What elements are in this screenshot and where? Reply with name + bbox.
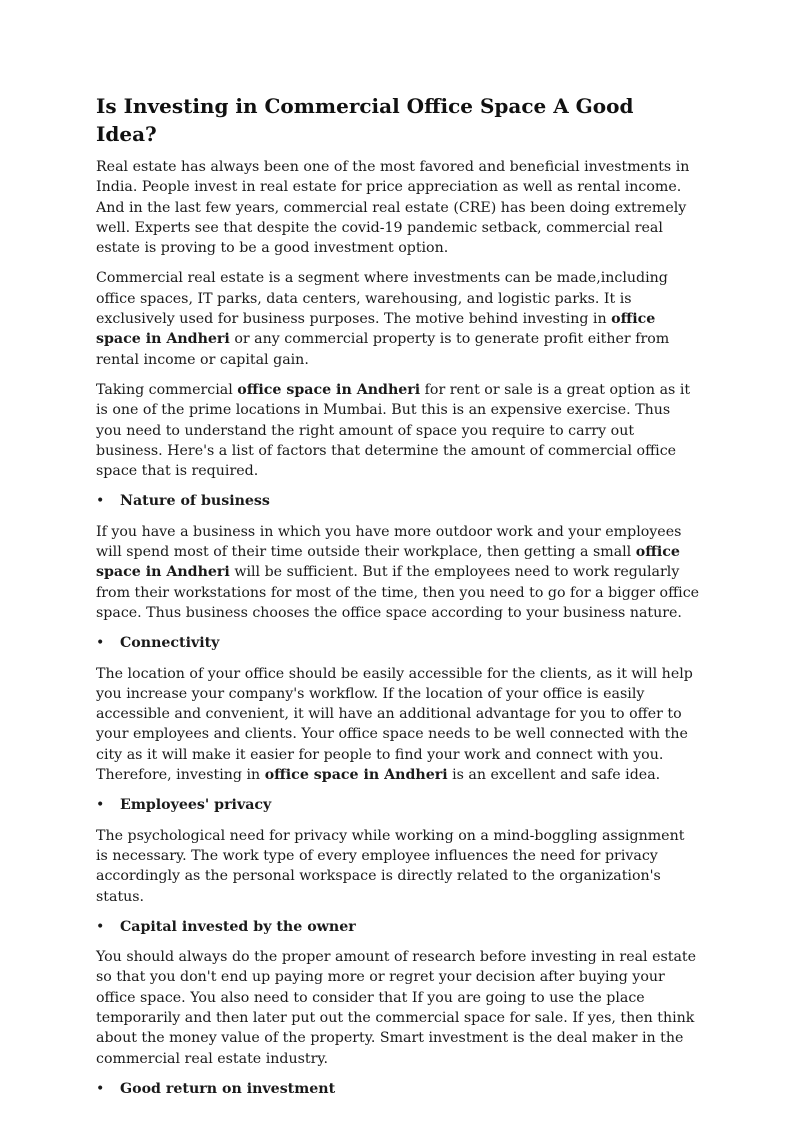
text-run: is an excellent and safe idea. <box>447 767 661 784</box>
paragraph-commercial-real-estate <box>96 268 700 369</box>
paragraph-employees-privacy: The psychological need for privacy while working on a mind-boggling assignment is necessary. The work type of every employee influences the need for privacy accordingly as the personal workspace is directly related to the organization's status. <box>96 827 685 905</box>
bullet-label: Nature of business <box>120 493 270 510</box>
text-run: or any commercial property is to generate profit either from rental income or capital gain. <box>96 331 670 368</box>
bullet-good-return <box>96 1079 700 1099</box>
bullet-employees-privacy <box>96 795 700 815</box>
bold-keyword: office space in Andheri <box>237 381 421 398</box>
bullet-label: Good return on investment <box>120 1080 336 1097</box>
bullet-label: Capital invested by the owner <box>120 918 356 935</box>
bullet-label: Employees' privacy <box>120 797 272 814</box>
paragraph-taking-commercial <box>96 380 700 481</box>
text-run: The location of your office should be easily accessible for the clients, as it will help you increase your company's workflow. If the location of your office is easily accessible and convenient, it will have an additional advantage for you to offer to your employees and clients. Your office space needs to be well connected with the city as it will make it easier for people to find your work and connect with you. Therefore, investing in <box>96 665 693 784</box>
text-run: Taking commercial <box>96 381 238 398</box>
bullet-icon: • <box>96 635 105 652</box>
bullet-icon: • <box>96 918 105 935</box>
bold-keyword: office space in Andheri <box>96 544 680 581</box>
page-title: Is Investing in Commercial Office Space A Good Idea? <box>96 94 634 146</box>
text-run: for rent or sale is a great option as it is one of the prime locations in Mumbai. But this is an expensive exercise. Thus you need to understand the right amount of space you require to carry out business. Here's a list of factors that determine the amount of commercial office space that is required. <box>96 381 691 480</box>
text-run: If you have a business in which you have more outdoor work and your employees will spend most of their time outside their workplace, then getting a small <box>96 523 682 561</box>
text-run: will be sufficient. But if the employees need to work regularly from their workstations for most of the time, then you need to go for a bigger office space. Thus business chooses the office space according to your business nature. <box>96 564 700 621</box>
paragraph-capital-invested: You should always do the proper amount of research before investing in real estate so that you don't end up paying more or regret your decision after buying your office space. You also need to consider that If you are going to use the place temporarily and then later put out the commercial space for sale. If yes, then think about the money value of the property. Smart investment is the deal maker in the commercial real estate industry. <box>96 949 697 1067</box>
document-page <box>96 92 700 1109</box>
bold-keyword: office space in Andheri <box>264 767 448 784</box>
bullet-nature-of-business <box>96 491 700 511</box>
paragraph-connectivity <box>96 664 700 786</box>
paragraph-intro: Real estate has always been one of the most favored and beneficial investments in India. People invest in real estate for price appreciation as well as rental income. And in the last few years, commercial real estate (CRE) has been doing extremely well. Experts see that despite the covid-19 pandemic setback, commercial real estate is proving to be a good investment option. <box>96 159 690 257</box>
bullet-icon: • <box>96 797 105 814</box>
bullet-icon: • <box>96 1080 105 1097</box>
bullet-connectivity <box>96 633 700 653</box>
bullet-label: Connectivity <box>120 635 220 652</box>
bullet-icon: • <box>96 493 105 510</box>
bold-keyword: office space in Andheri <box>96 311 656 348</box>
text-run: Commercial real estate is a segment where investments can be made,including office spaces, IT parks, data centers, warehousing, and logistic parks. It is exclusively used for business purposes. The motive behind investing in <box>96 270 668 328</box>
paragraph-nature-of-business <box>96 522 700 623</box>
bullet-capital-invested <box>96 917 700 937</box>
